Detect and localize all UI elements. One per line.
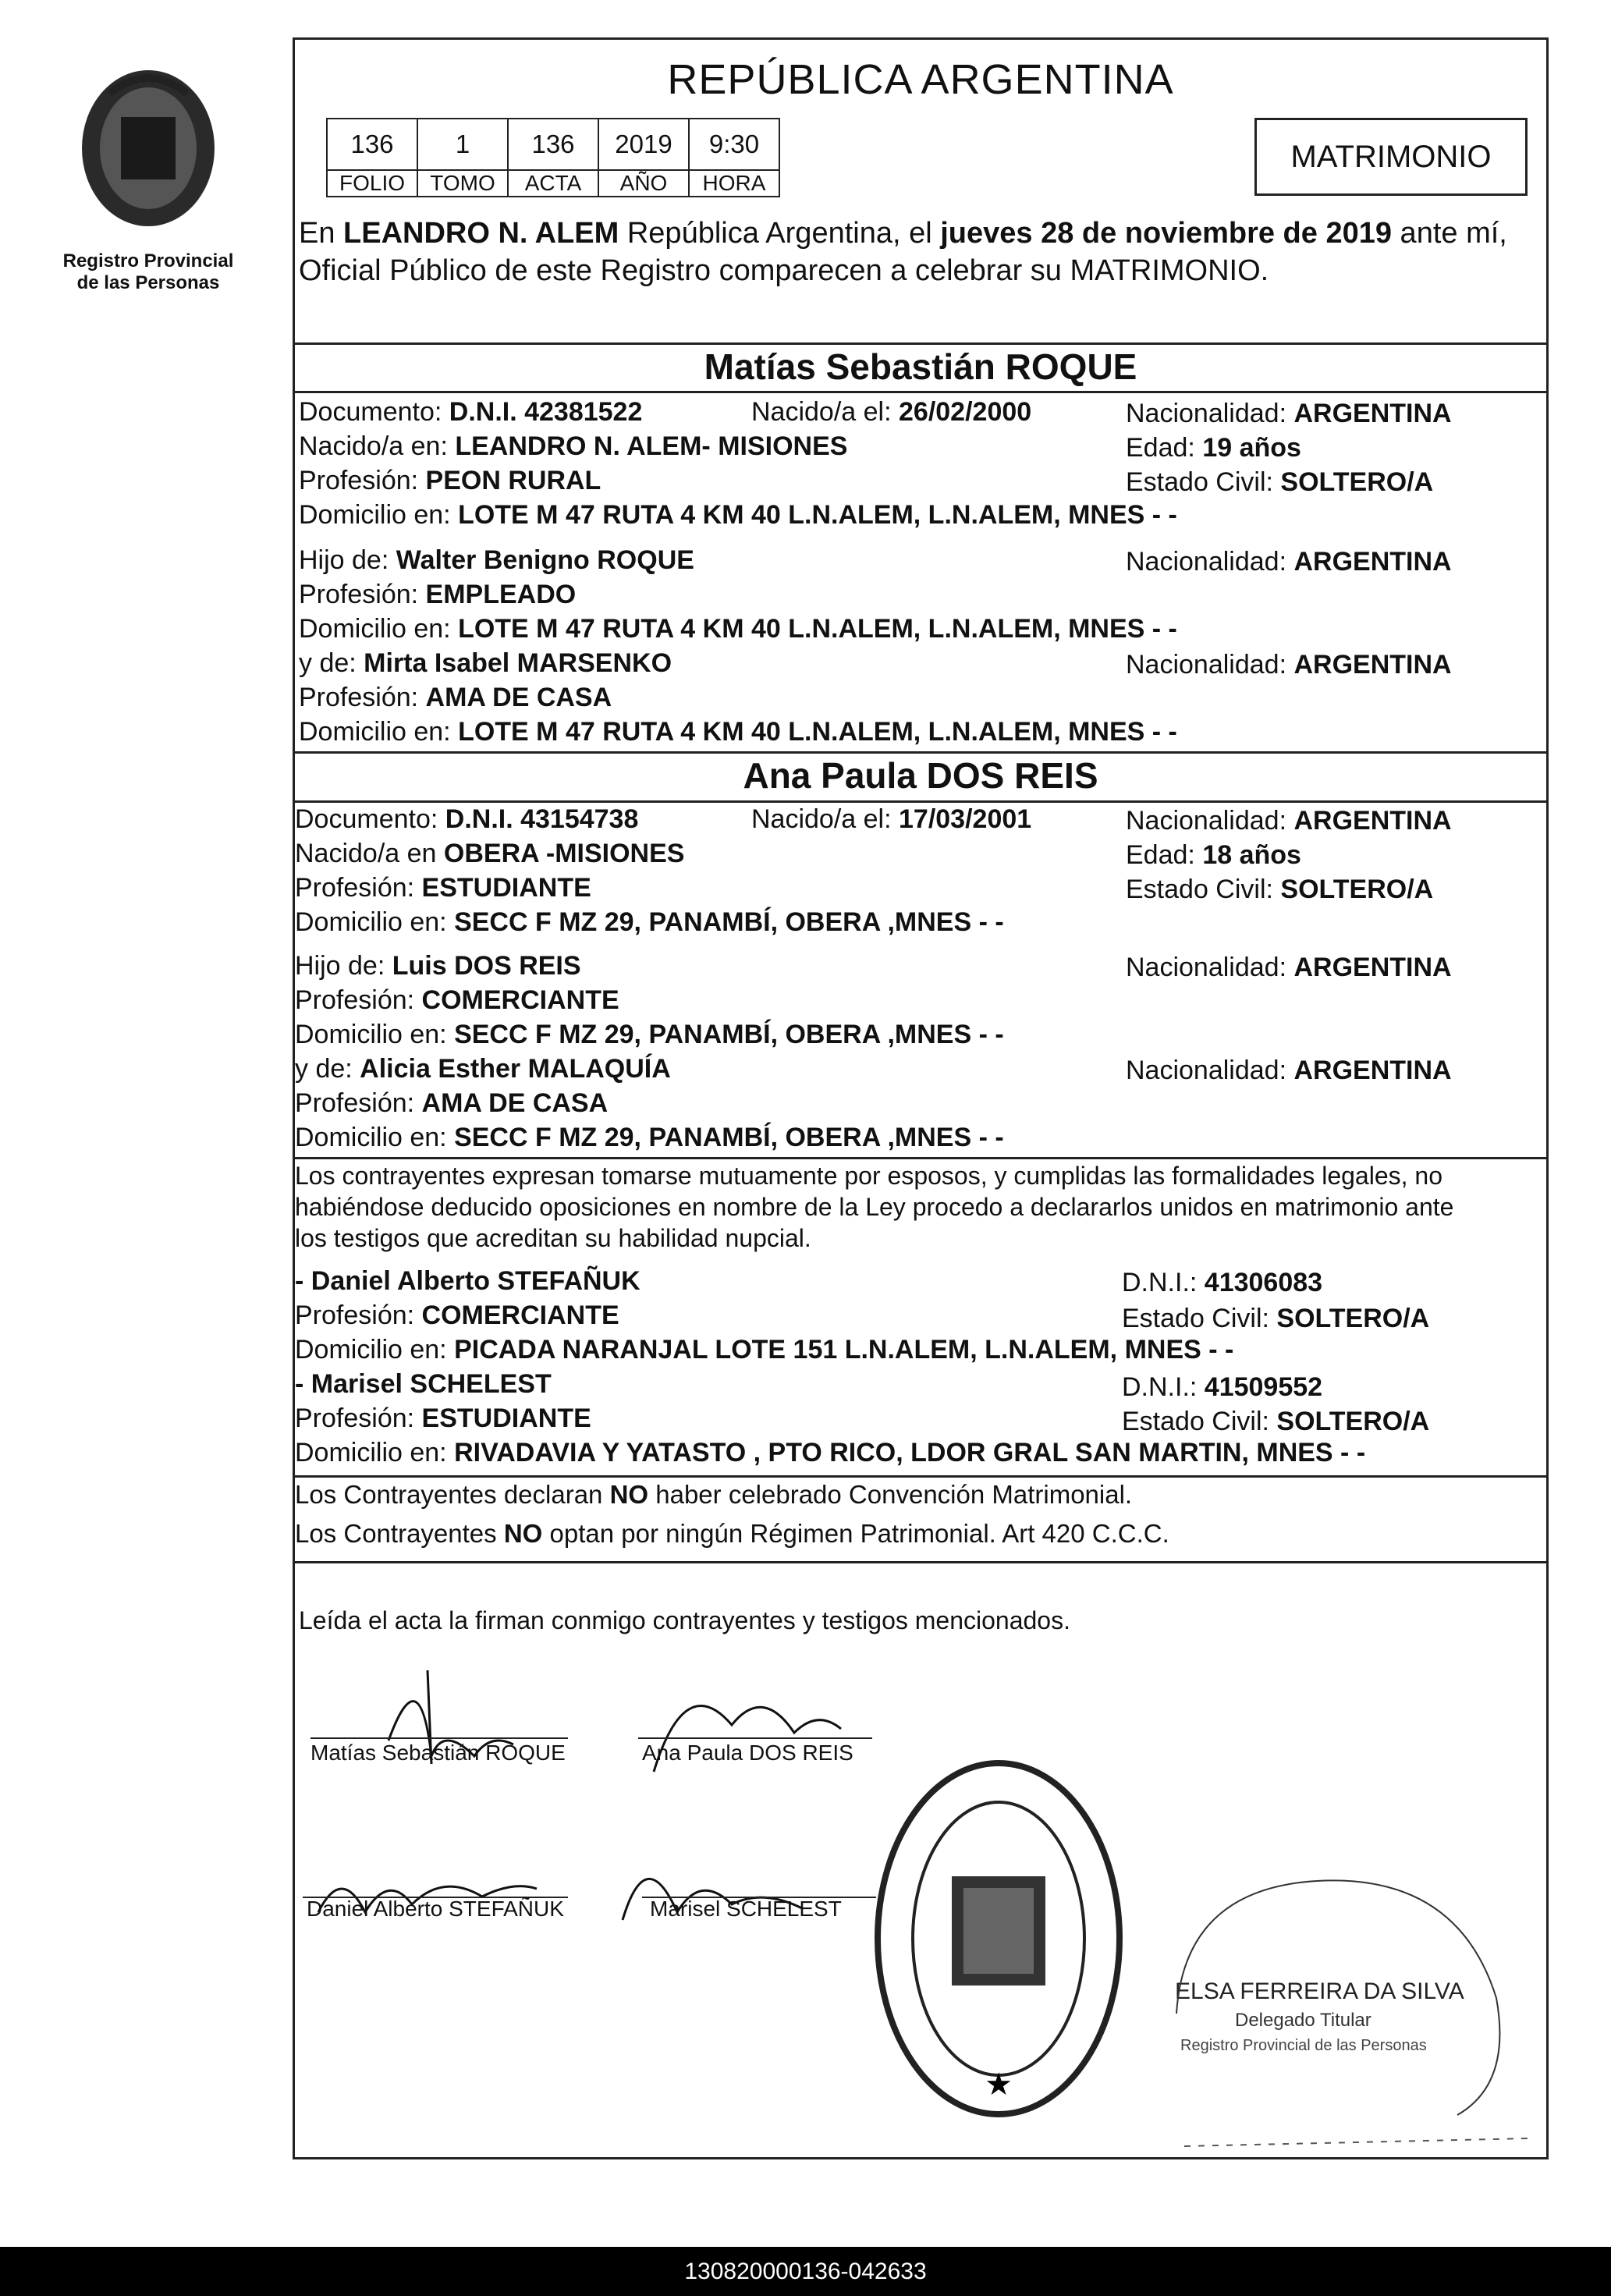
- groom-birthdate: Nacido/a el: 26/02/2000: [751, 397, 1032, 427]
- regime-note: Los Contrayentes NO optan por ningún Régimen Patrimonial. Art 420 C.C.C.: [295, 1519, 1169, 1548]
- bride-age: Edad: 18 años: [1126, 840, 1301, 870]
- bride-father-profession: Profesión: COMERCIANTE: [295, 985, 619, 1015]
- hour-value: 9:30: [689, 119, 779, 170]
- bride-document: Documento: D.N.I. 43154738: [295, 804, 639, 834]
- bride-civil-status: Estado Civil: SOLTERO/A: [1126, 875, 1434, 904]
- hour-label: HORA: [689, 170, 779, 197]
- acta-label: ACTA: [508, 170, 598, 197]
- groom-father-profession: Profesión: EMPLEADO: [299, 580, 577, 609]
- provincial-seal: [55, 62, 242, 296]
- bride-name-heading: Ana Paula DOS REIS: [743, 755, 1098, 796]
- acta-value: 136: [508, 119, 598, 170]
- bride-profession: Profesión: ESTUDIANTE: [295, 873, 591, 903]
- declaration-line2: habiéndose deducido oposiciones en nombre de la Ley procedo a declararlos unidos en matrimonio ante: [295, 1193, 1454, 1221]
- witness1-address: Domicilio en: PICADA NARANJAL LOTE 151 L.N.ALEM, L.N.ALEM, MNES - -: [295, 1335, 1234, 1364]
- groom-civil-status: Estado Civil: SOLTERO/A: [1126, 467, 1434, 497]
- record-metadata-table: [326, 118, 780, 197]
- divider: [295, 1561, 1546, 1563]
- year-value: 2019: [598, 119, 689, 170]
- svg-text:★: ★: [985, 2067, 1013, 2103]
- official-name: ELSA FERREIRA DA SILVA: [1175, 1978, 1464, 2004]
- bride-father: Hijo de: Luis DOS REIS: [295, 951, 581, 981]
- folio-label: FOLIO: [327, 170, 417, 197]
- tomo-value: 1: [417, 119, 508, 170]
- divider: [295, 1157, 1546, 1159]
- bride-birthplace: Nacido/a en OBERA -MISIONES: [295, 839, 685, 868]
- seal-left-line2: de las Personas: [76, 272, 220, 293]
- witness2-name: - Marisel SCHELEST: [295, 1369, 552, 1399]
- groom-father: Hijo de: Walter Benigno ROQUE: [299, 545, 694, 575]
- barcode-footer: 130820000136-042633: [0, 2247, 1611, 2296]
- record-type-box: MATRIMONIO: [1254, 118, 1528, 196]
- witness1-signature-name: Daniel Alberto STEFAÑUK: [307, 1897, 564, 1921]
- registry-stamp-icon: [866, 1751, 1131, 2126]
- intro-date: jueves 28 de noviembre de 2019: [940, 217, 1392, 250]
- witness1-civil-status: Estado Civil: SOLTERO/A: [1122, 1304, 1430, 1333]
- divider: [295, 391, 1546, 393]
- declaration-line3: los testigos que acreditan su habilidad nupcial.: [295, 1224, 811, 1252]
- divider: [295, 800, 1546, 803]
- intro-text: ante mí,: [1392, 217, 1507, 250]
- signature-line: [310, 1737, 568, 1739]
- official-org: Registro Provincial de las Personas: [1180, 2037, 1427, 2054]
- bride-mother-profession: Profesión: AMA DE CASA: [295, 1088, 609, 1118]
- groom-mother-nationality: Nacionalidad: ARGENTINA: [1126, 650, 1452, 680]
- folio-value: 136: [327, 119, 417, 170]
- groom-address: Domicilio en: LOTE M 47 RUTA 4 KM 40 L.N.ALEM, L.N.ALEM, MNES - -: [299, 500, 1177, 530]
- groom-mother: y de: Mirta Isabel MARSENKO: [299, 648, 672, 678]
- divider: [295, 342, 1546, 345]
- coat-of-arms-icon: [55, 62, 242, 242]
- groom-document: Documento: D.N.I. 42381522: [299, 397, 643, 427]
- document-title: REPÚBLICA ARGENTINA: [667, 56, 1174, 103]
- groom-age: Edad: 19 años: [1126, 433, 1301, 463]
- seal-left-line1: Registro Provincial: [62, 250, 234, 271]
- divider: [295, 751, 1546, 754]
- groom-name-heading: Matías Sebastián ROQUE: [704, 346, 1137, 387]
- bride-father-nationality: Nacionalidad: ARGENTINA: [1126, 953, 1452, 982]
- witness2-civil-status: Estado Civil: SOLTERO/A: [1122, 1407, 1430, 1436]
- witness2-signature-name: Marisel SCHELEST: [650, 1897, 842, 1921]
- intro-line2: Oficial Público de este Registro comparecen a celebrar su MATRIMONIO.: [299, 254, 1269, 287]
- bride-address: Domicilio en: SECC F MZ 29, PANAMBÍ, OBERA ,MNES - -: [295, 907, 1004, 937]
- official-title: Delegado Titular: [1235, 2010, 1371, 2031]
- witness1-name: - Daniel Alberto STEFAÑUK: [295, 1266, 640, 1296]
- groom-signature-name: Matías Sebastián ROQUE: [310, 1741, 566, 1765]
- convention-note: Los Contrayentes declaran NO haber celebrado Convención Matrimonial.: [295, 1480, 1133, 1509]
- official-stamp-outline-icon: [1161, 1858, 1543, 2154]
- bride-signature-name: Ana Paula DOS REIS: [642, 1741, 853, 1765]
- witness2-profession: Profesión: ESTUDIANTE: [295, 1404, 591, 1433]
- groom-profession: Profesión: PEON RURAL: [299, 466, 601, 495]
- witness1-profession: Profesión: COMERCIANTE: [295, 1301, 619, 1330]
- bride-father-address: Domicilio en: SECC F MZ 29, PANAMBÍ, OBERA ,MNES - -: [295, 1020, 1004, 1049]
- bride-mother-address: Domicilio en: SECC F MZ 29, PANAMBÍ, OBERA ,MNES - -: [295, 1123, 1004, 1152]
- witness1-dni: D.N.I.: 41306083: [1122, 1268, 1323, 1297]
- intro-text: En: [299, 217, 344, 250]
- reading-statement: Leída el acta la firman conmigo contrayentes y testigos mencionados.: [299, 1606, 1070, 1634]
- intro-place: LEANDRO N. ALEM: [343, 217, 619, 250]
- declaration-line1: Los contrayentes expresan tomarse mutuamente por esposos, y cumplidas las formalidades legales, no: [295, 1162, 1442, 1190]
- groom-mother-profession: Profesión: AMA DE CASA: [299, 683, 612, 712]
- divider: [295, 1475, 1546, 1478]
- year-label: AÑO: [598, 170, 689, 197]
- bride-nationality: Nacionalidad: ARGENTINA: [1126, 806, 1452, 836]
- bride-mother: y de: Alicia Esther MALAQUÍA: [295, 1054, 671, 1084]
- groom-nationality: Nacionalidad: ARGENTINA: [1126, 399, 1452, 428]
- bride-birthdate: Nacido/a el: 17/03/2001: [751, 804, 1032, 834]
- intro-paragraph: [299, 215, 1547, 289]
- groom-father-nationality: Nacionalidad: ARGENTINA: [1126, 547, 1452, 577]
- bride-mother-nationality: Nacionalidad: ARGENTINA: [1126, 1056, 1452, 1085]
- signature-line: [638, 1737, 872, 1739]
- witness2-dni: D.N.I.: 41509552: [1122, 1372, 1323, 1402]
- tomo-label: TOMO: [417, 170, 508, 197]
- intro-text: República Argentina, el: [619, 217, 941, 250]
- witness2-address: Domicilio en: RIVADAVIA Y YATASTO , PTO RICO, LDOR GRAL SAN MARTIN, MNES - -: [295, 1438, 1366, 1467]
- groom-mother-address: Domicilio en: LOTE M 47 RUTA 4 KM 40 L.N.ALEM, L.N.ALEM, MNES - -: [299, 717, 1177, 747]
- groom-father-address: Domicilio en: LOTE M 47 RUTA 4 KM 40 L.N.ALEM, L.N.ALEM, MNES - -: [299, 614, 1177, 644]
- groom-birthplace: Nacido/a en: LEANDRO N. ALEM- MISIONES: [299, 431, 848, 461]
